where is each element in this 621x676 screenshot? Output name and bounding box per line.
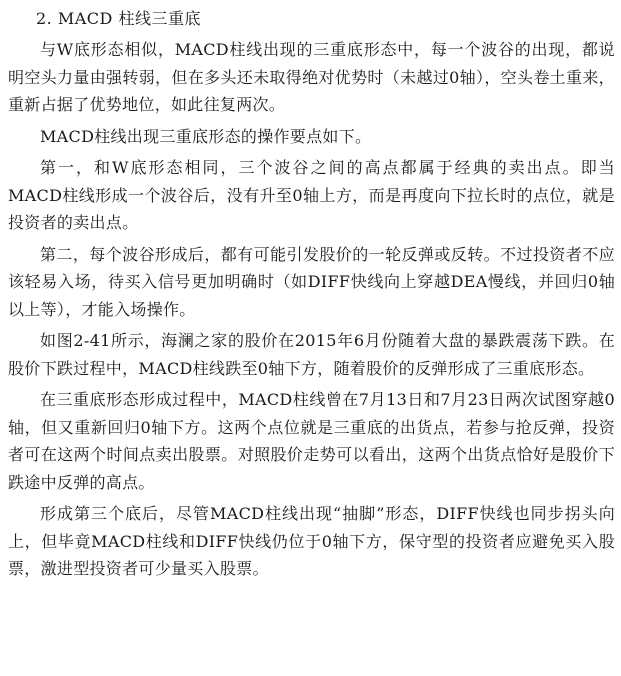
paragraph-intro: 与W底形态相似，MACD柱线出现的三重底形态中，每一个波谷的出现，都说明空头力量由强转弱，但在多头还未取得绝对优势时（未越过0轴），空头卷土重来，重新占据了优势地位，如此往复两次。: [8, 40, 615, 114]
paragraph-point-one: 第一，和W底形态相同，三个波谷之间的高点都属于经典的卖出点。即当MACD柱线形成一个波谷后，没有升至0轴上方，而是再度向下拉长时的点位，就是投资者的卖出点。: [8, 158, 615, 232]
section-title: 2. MACD 柱线三重底: [36, 9, 201, 28]
paragraph-point-two: 第二，每个波谷形成后，都有可能引发股价的一轮反弹或反转。不过投资者不应该轻易入场，待买入信号更加明确时（如DIFF快线向上穿越DEA慢线，并回归0轴以上等），才能入场操作。: [8, 244, 615, 319]
paragraph-example: 如图2-41所示，海澜之家的股价在2015年6月份随着大盘的暴跌震荡下跌。在股价下跌过程中，MACD柱线跌至0轴下方，随着股价的反弹形成了三重底形态。: [8, 331, 615, 378]
paragraph-third-bottom: 形成第三个底后，尽管MACD柱线出现“抽脚”形态，DIFF快线也同步拐头向上，但毕竟MACD柱线和DIFF快线仍位于0轴下方，保守型的投资者应避免买入股票，激进型投资者可少量买入股票。: [8, 504, 615, 578]
paragraph-key-points: MACD柱线出现三重底形态的操作要点如下。: [40, 126, 372, 146]
paragraph-sell-points: 在三重底形态形成过程中，MACD柱线曾在7月13日和7月23日两次试图穿越0轴，但又重新回归0轴下方。这两个点位就是三重底的出货点，若参与抢反弹，投资者可在这两个时间点卖出股票。对照股价走势可以看出，这两个出货点恰好是股价下跌途中反弹的高点。: [8, 390, 615, 492]
